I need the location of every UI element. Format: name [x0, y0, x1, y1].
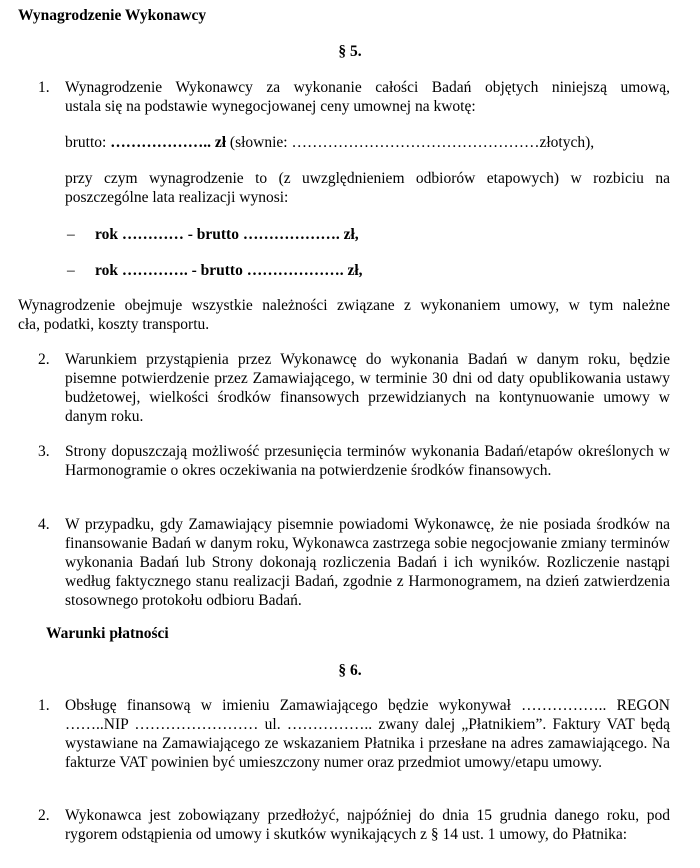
annual-breakdown-text [65, 169, 670, 207]
item-number: 3. [38, 443, 50, 460]
annual-line-1: przy czym wynagrodzenie to (z uwzględnieniem odbiorów etapowych) w rozbiciu na [65, 170, 670, 187]
brutto-line [65, 133, 670, 152]
item-number: 1. [38, 79, 50, 96]
payment-item-2-text: Wykonawca jest zobowiązany przedłożyć, najpóźniej do dnia 15 grudnia danego roku, pod rygorem odstąpienia od umowy i skutków wynikających z § 14 ust. 1 umowy, do Płatnika: [65, 807, 670, 843]
year-line-1: rok ………… - brutto ………………. zł, [95, 226, 359, 243]
item-2-text: Warunkiem przystąpienia przez Wykonawcę do wykonania Badań w danym roku, będzie pisemne potwierdzenie przez Zamawiającego, w terminie 30 dni od daty opublikowania ustawy budżetowej, wielkości środków finansowych przewidzianych na kontynuowanie umowy w danym roku. [65, 351, 670, 425]
item-1-text [65, 78, 670, 116]
item-number: 4. [38, 516, 50, 533]
item-number: 2. [38, 807, 50, 824]
brutto-amount: ……………….. zł [110, 134, 227, 151]
year-line-2: rok …………. - brutto ………………. zł, [95, 262, 363, 279]
item-number: 1. [38, 697, 50, 714]
paragraph-mark-5: § 5. [338, 43, 362, 60]
summary-text [18, 296, 670, 334]
item-1-line-1: Wynagrodzenie Wykonawcy za wykonanie całości Badań objętych niniejszą umową, [65, 79, 670, 96]
paragraph-mark-6: § 6. [338, 662, 362, 679]
dash-bullet: – [67, 262, 75, 279]
section-heading-payment-terms: Warunki płatności [46, 625, 169, 642]
annual-line-2: poszczególne lata realizacji wynosi: [65, 189, 289, 206]
dash-bullet: – [67, 226, 75, 243]
item-3-text: Strony dopuszczają możliwość przesunięcia terminów wykonania Badań/etapów określonych w Harmonogramie o okres oczekiwania na potwierdzenie środków finansowych. [65, 443, 670, 479]
brutto-in-words: (słownie: …………………………………………złotych), [226, 134, 595, 151]
summary-line-2: cła, podatki, koszty transportu. [18, 316, 210, 333]
payment-item-1-text: Obsługę finansową w imieniu Zamawiającego będzie wykonywał …………….. REGON ……..NIP …………………… ul. …………….. zwany dalej „Płatnikiem”. Faktury VAT będą wystawiane na Zamawiającego ze wskazaniem Płatnika i przesłane na adres zamawiającego. Na fakturze VAT powinien być umieszczony numer oraz przedmiot umowy/etapu umowy. [65, 697, 670, 771]
brutto-label: brutto: [65, 134, 111, 151]
item-1-line-2: ustala się na podstawie wynegocjowanej ceny umownej na kwotę: [65, 98, 476, 115]
section-heading-remuneration: Wynagrodzenie Wykonawcy [18, 7, 207, 24]
item-number: 2. [38, 351, 50, 368]
summary-line-1: Wynagrodzenie obejmuje wszystkie należności związane z wykonaniem umowy, w tym należne [18, 297, 670, 314]
item-4-text: W przypadku, gdy Zamawiający pisemnie powiadomi Wykonawcę, że nie posiada środków na finansowanie Badań w danym roku, Wykonawca zastrzega sobie negocjowanie zmiany terminów wykonania Badań lub Strony dokonają rozliczenia Badań i ich wyników. Rozliczenie nastąpi według faktycznego stanu realizacji Badań, zgodnie z Harmonogramem, na dzień zatwierdzenia stosownego protokołu odbioru Badań. [65, 516, 670, 609]
